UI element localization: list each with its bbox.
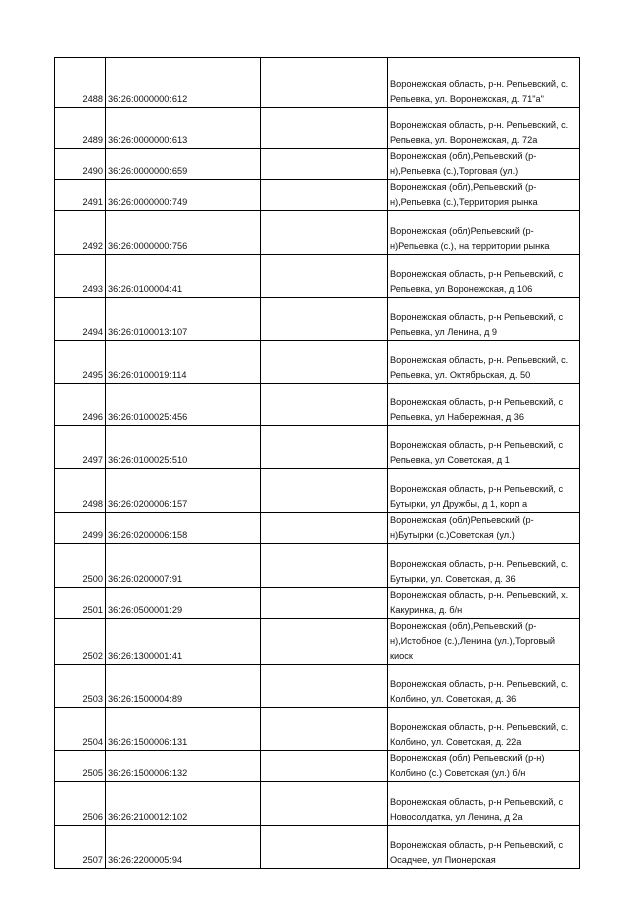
address-cell: Воронежская область, р-н. Репьевский, с. Репьевка, ул. Октябрьская, д. 50: [388, 341, 580, 384]
cadastral-number-cell: 36:26:1300001:41: [106, 619, 261, 665]
table-row: [55, 384, 580, 426]
cadastral-number-cell: 36:26:1500006:131: [106, 708, 261, 751]
row-number-cell: 2505: [55, 751, 106, 782]
cadastral-number-cell: 36:26:0100025:510: [106, 426, 261, 469]
note-cell: [261, 588, 388, 619]
address-cell: Воронежская область, р-н. Репьевский, с. Колбино, ул. Советская, д. 22а: [388, 708, 580, 751]
table-row: [55, 108, 580, 149]
cadastral-number-cell: 36:26:0200006:158: [106, 513, 261, 544]
table-row: [55, 341, 580, 384]
address-cell: Воронежская область, р-н Репьевский, с Бутырки, ул Дружбы, д 1, корп а: [388, 469, 580, 513]
note-cell: [261, 341, 388, 384]
table-row: [55, 665, 580, 708]
note-cell: [261, 426, 388, 469]
row-number-cell: 2498: [55, 469, 106, 513]
cadastral-number-cell: 36:26:0200006:157: [106, 469, 261, 513]
cadastral-number-cell: 36:26:0000000:659: [106, 149, 261, 180]
address-cell: Воронежская область, р-н. Репьевский, с. Колбино, ул. Советская, д. 36: [388, 665, 580, 708]
table-row: [55, 544, 580, 588]
cadastral-number-cell: 36:26:0100025:456: [106, 384, 261, 426]
table-row: [55, 588, 580, 619]
cadastral-number-cell: 36:26:1500006:132: [106, 751, 261, 782]
registry-table: [54, 57, 580, 869]
note-cell: [261, 544, 388, 588]
row-number-cell: 2493: [55, 255, 106, 298]
address-cell: Воронежская (обл),Репьевский (р- н),Репьевка (с.),Торговая (ул.): [388, 149, 580, 180]
row-number-cell: 2500: [55, 544, 106, 588]
table-row: [55, 58, 580, 108]
cadastral-number-cell: 36:26:1500004:89: [106, 665, 261, 708]
table-row: [55, 708, 580, 751]
note-cell: [261, 826, 388, 869]
table-row: [55, 751, 580, 782]
address-cell: Воронежская область, р-н Репьевский, с Осадчее, ул Пионерская: [388, 826, 580, 869]
address-cell: Воронежская область, р-н Репьевский, с Репьевка, ул Ленина, д 9: [388, 298, 580, 341]
note-cell: [261, 58, 388, 108]
row-number-cell: 2502: [55, 619, 106, 665]
address-cell: Воронежская (обл) Репьевский (р-н) Колбино (с.) Советская (ул.) б/н: [388, 751, 580, 782]
cadastral-number-cell: 36:26:0000000:613: [106, 108, 261, 149]
registry-table-body: [55, 58, 580, 869]
note-cell: [261, 149, 388, 180]
table-row: [55, 149, 580, 180]
row-number-cell: 2503: [55, 665, 106, 708]
address-cell: Воронежская (обл),Репьевский (р- н),Репьевка (с.),Территория рынка: [388, 180, 580, 211]
address-cell: Воронежская область, р-н. Репьевский, с. Бутырки, ул. Советская, д. 36: [388, 544, 580, 588]
cadastral-number-cell: 36:26:0500001:29: [106, 588, 261, 619]
table-row: [55, 426, 580, 469]
row-number-cell: 2495: [55, 341, 106, 384]
address-cell: Воронежская область, р-н. Репьевский, с. Репьевка, ул. Воронежская, д. 71"а": [388, 58, 580, 108]
row-number-cell: 2499: [55, 513, 106, 544]
address-cell: Воронежская (обл),Репьевский (р- н),Истобное (с.),Ленина (ул.),Торговый киоск: [388, 619, 580, 665]
row-number-cell: 2496: [55, 384, 106, 426]
row-number-cell: 2497: [55, 426, 106, 469]
row-number-cell: 2489: [55, 108, 106, 149]
row-number-cell: 2506: [55, 782, 106, 826]
row-number-cell: 2490: [55, 149, 106, 180]
row-number-cell: 2491: [55, 180, 106, 211]
cadastral-number-cell: 36:26:2100012:102: [106, 782, 261, 826]
cadastral-number-cell: 36:26:0100013:107: [106, 298, 261, 341]
note-cell: [261, 384, 388, 426]
table-row: [55, 782, 580, 826]
row-number-cell: 2492: [55, 211, 106, 255]
cadastral-number-cell: 36:26:0000000:612: [106, 58, 261, 108]
cadastral-number-cell: 36:26:2200005:94: [106, 826, 261, 869]
note-cell: [261, 469, 388, 513]
table-row: [55, 826, 580, 869]
table-row: [55, 513, 580, 544]
address-cell: Воронежская область, р-н. Репьевский, с. Репьевка, ул. Воронежская, д. 72а: [388, 108, 580, 149]
note-cell: [261, 255, 388, 298]
note-cell: [261, 665, 388, 708]
cadastral-number-cell: 36:26:0200007:91: [106, 544, 261, 588]
table-row: [55, 469, 580, 513]
cadastral-number-cell: 36:26:0000000:749: [106, 180, 261, 211]
note-cell: [261, 782, 388, 826]
note-cell: [261, 708, 388, 751]
note-cell: [261, 108, 388, 149]
table-row: [55, 211, 580, 255]
note-cell: [261, 513, 388, 544]
note-cell: [261, 619, 388, 665]
table-row: [55, 298, 580, 341]
table-row: [55, 619, 580, 665]
row-number-cell: 2507: [55, 826, 106, 869]
address-cell: Воронежская область, р-н. Репьевский, х. Какуринка, д. б/н: [388, 588, 580, 619]
address-cell: Воронежская область, р-н Репьевский, с Репьевка, ул Набережная, д 36: [388, 384, 580, 426]
address-cell: Воронежская (обл)Репьевский (р- н)Репьевка (с.), на территории рынка: [388, 211, 580, 255]
address-cell: Воронежская область, р-н Репьевский, с Новосолдатка, ул Ленина, д 2а: [388, 782, 580, 826]
address-cell: Воронежская область, р-н Репьевский, с Репьевка, ул Воронежская, д 106: [388, 255, 580, 298]
row-number-cell: 2488: [55, 58, 106, 108]
address-cell: Воронежская (обл)Репьевский (р- н)Бутырки (с.)Советская (ул.): [388, 513, 580, 544]
table-row: [55, 180, 580, 211]
row-number-cell: 2501: [55, 588, 106, 619]
row-number-cell: 2504: [55, 708, 106, 751]
table-row: [55, 255, 580, 298]
cadastral-number-cell: 36:26:0000000:756: [106, 211, 261, 255]
address-cell: Воронежская область, р-н Репьевский, с Репьевка, ул Советская, д 1: [388, 426, 580, 469]
cadastral-number-cell: 36:26:0100019:114: [106, 341, 261, 384]
cadastral-number-cell: 36:26:0100004:41: [106, 255, 261, 298]
row-number-cell: 2494: [55, 298, 106, 341]
note-cell: [261, 298, 388, 341]
note-cell: [261, 751, 388, 782]
note-cell: [261, 211, 388, 255]
note-cell: [261, 180, 388, 211]
